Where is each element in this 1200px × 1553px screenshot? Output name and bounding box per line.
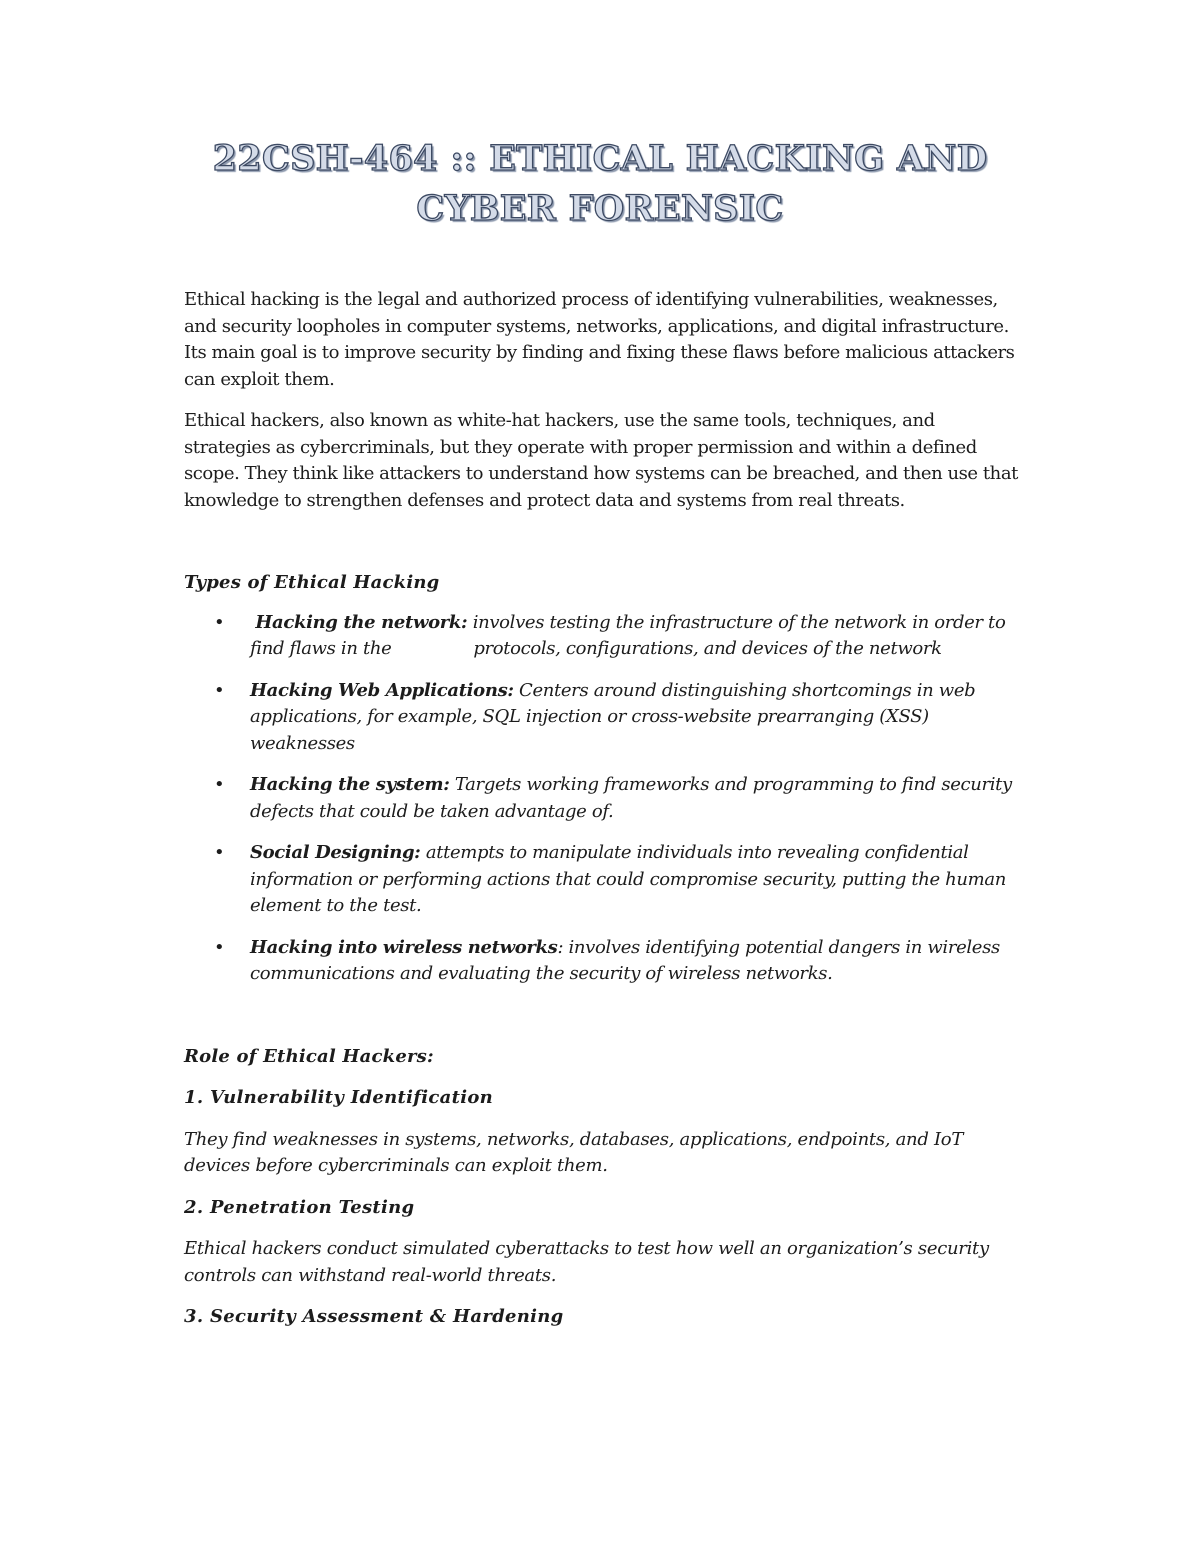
- role-title: 2. Penetration Testing: [184, 1196, 415, 1218]
- type-desc-continued: protocols, configurations, and devices of the network: [473, 638, 942, 659]
- bullet-icon: •: [214, 936, 225, 958]
- type-term: Hacking the system:: [250, 774, 450, 795]
- types-heading: Types of Ethical Hacking: [184, 572, 440, 593]
- document-title: [150, 134, 1050, 234]
- types-list: [184, 610, 1019, 988]
- type-term: Hacking Web Applications:: [250, 679, 514, 701]
- list-item: [184, 678, 1019, 758]
- roles-heading: Role of Ethical Hackers:: [184, 1045, 434, 1067]
- bullet-icon: •: [214, 842, 225, 863]
- bullet-icon: •: [214, 611, 225, 633]
- role-desc: They find weaknesses in systems, networks, databases, applications, endpoints, and IoT devices before cybercriminals can exploit them.: [184, 1128, 964, 1176]
- title-line-2: CYBER FORENSIC: [416, 188, 784, 229]
- type-term: Hacking into wireless networks: [250, 936, 558, 958]
- type-desc: Centers around distinguishing shortcomings in web applications, for example, SQL injection or cross-website prearranging (XSS) weaknesses: [250, 679, 976, 754]
- list-item: [184, 772, 1019, 825]
- type-desc: attempts to manipulate individuals into revealing confidential information or performing actions that could compromise security, putting the human element to the test.: [250, 842, 1006, 916]
- type-desc: Targets working frameworks and programming to find security defects that could be taken advantage of.: [250, 774, 1012, 822]
- role-title: 3. Security Assessment & Hardening: [184, 1306, 564, 1327]
- role-desc: Ethical hackers conduct simulated cyberattacks to test how well an organization’s security controls can withstand real-world threats.: [184, 1238, 989, 1286]
- list-item: [184, 935, 1019, 988]
- bullet-icon: •: [214, 774, 225, 795]
- list-item: [184, 610, 1019, 663]
- intro-paragraph-2: Ethical hackers, also known as white-hat hackers, use the same tools, techniques, and strategies as cybercriminals, but they operate with proper permission and within a defined scope. They think like attackers to understand how systems can be breached, and then use that knowledge to strengthen defenses and protect data and systems from real threats.: [184, 410, 1018, 511]
- bullet-icon: •: [214, 679, 225, 701]
- type-term: Hacking the network:: [255, 611, 468, 633]
- type-desc: involves testing the infrastructure of the network in order to find flaws in the: [250, 611, 1006, 659]
- intro-paragraph-1: Ethical hacking is the legal and authorized process of identifying vulnerabilities, weaknesses, and security loopholes in computer systems, networks, applications, and digital infrastructure. Its main goal is to improve security by finding and fixing these flaws before malicious attackers can exploit them.: [184, 289, 1015, 390]
- role-title: 1. Vulnerability Identification: [184, 1087, 494, 1108]
- type-desc: : involves identifying potential dangers in wireless communications and evaluating the security of wireless networks.: [250, 936, 1000, 984]
- type-term: Social Designing:: [250, 842, 421, 863]
- document-body: [184, 287, 1019, 1346]
- title-line-1: 22CSH-464 :: ETHICAL HACKING AND: [212, 138, 988, 179]
- list-item: [184, 840, 1019, 920]
